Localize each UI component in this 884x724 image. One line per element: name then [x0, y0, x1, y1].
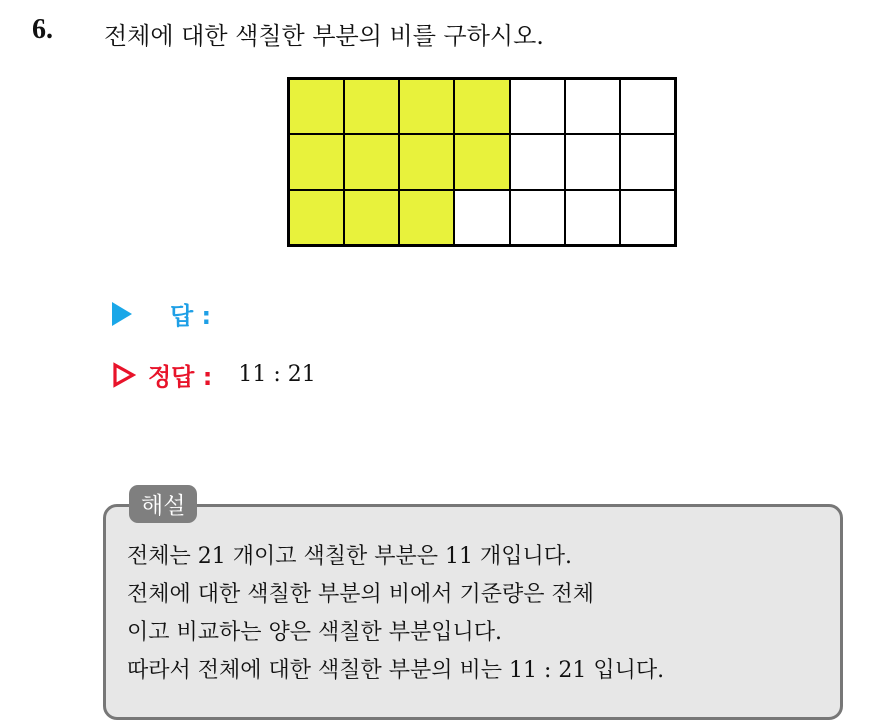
grid-cell-shaded	[289, 190, 344, 245]
grid-cell-empty	[454, 190, 509, 245]
grid-cell-shaded	[399, 134, 454, 189]
grid-cell-shaded	[454, 79, 509, 134]
grid-cell-shaded	[289, 79, 344, 134]
shaded-grid-figure	[287, 77, 677, 247]
solution-line: 전체에 대한 색칠한 부분의 비에서 기준량은 전체	[127, 582, 595, 607]
solution-text	[127, 538, 664, 690]
solution-tab: 해설	[129, 485, 197, 523]
question-text: 전체에 대한 색칠한 부분의 비를 구하시오.	[104, 22, 544, 50]
answer-row	[112, 296, 211, 331]
grid-cell-shaded	[399, 190, 454, 245]
grid-cell-empty	[510, 190, 565, 245]
grid-cell-empty	[565, 190, 620, 245]
grid-cell-shaded	[399, 79, 454, 134]
grid-cell-empty	[565, 134, 620, 189]
question-number: 6.	[32, 14, 53, 45]
grid-cell-shaded	[344, 190, 399, 245]
solution-line: 전체는 21 개이고 색칠한 부분은 11 개입니다.	[127, 544, 572, 569]
correct-answer-value: 11 : 21	[238, 362, 316, 387]
grid-cell-empty	[510, 134, 565, 189]
grid-cell-shaded	[454, 134, 509, 189]
solution-line: 이고 비교하는 양은 색칠한 부분입니다.	[127, 620, 502, 645]
correct-answer-row	[112, 357, 316, 392]
outline-triangle-icon	[112, 362, 136, 388]
grid-cell-empty	[510, 79, 565, 134]
grid-cell-empty	[620, 190, 675, 245]
grid-cell-shaded	[344, 79, 399, 134]
grid-cell-shaded	[289, 134, 344, 189]
grid-cell-empty	[620, 134, 675, 189]
filled-triangle-icon	[112, 302, 132, 326]
grid-cell-empty	[565, 79, 620, 134]
grid-cell-empty	[620, 79, 675, 134]
solution-line: 따라서 전체에 대한 색칠한 부분의 비는 11 : 21 입니다.	[127, 658, 665, 683]
grid-cell-shaded	[344, 134, 399, 189]
answer-label: 답 :	[170, 302, 212, 330]
correct-answer-label: 정답 :	[148, 363, 213, 391]
